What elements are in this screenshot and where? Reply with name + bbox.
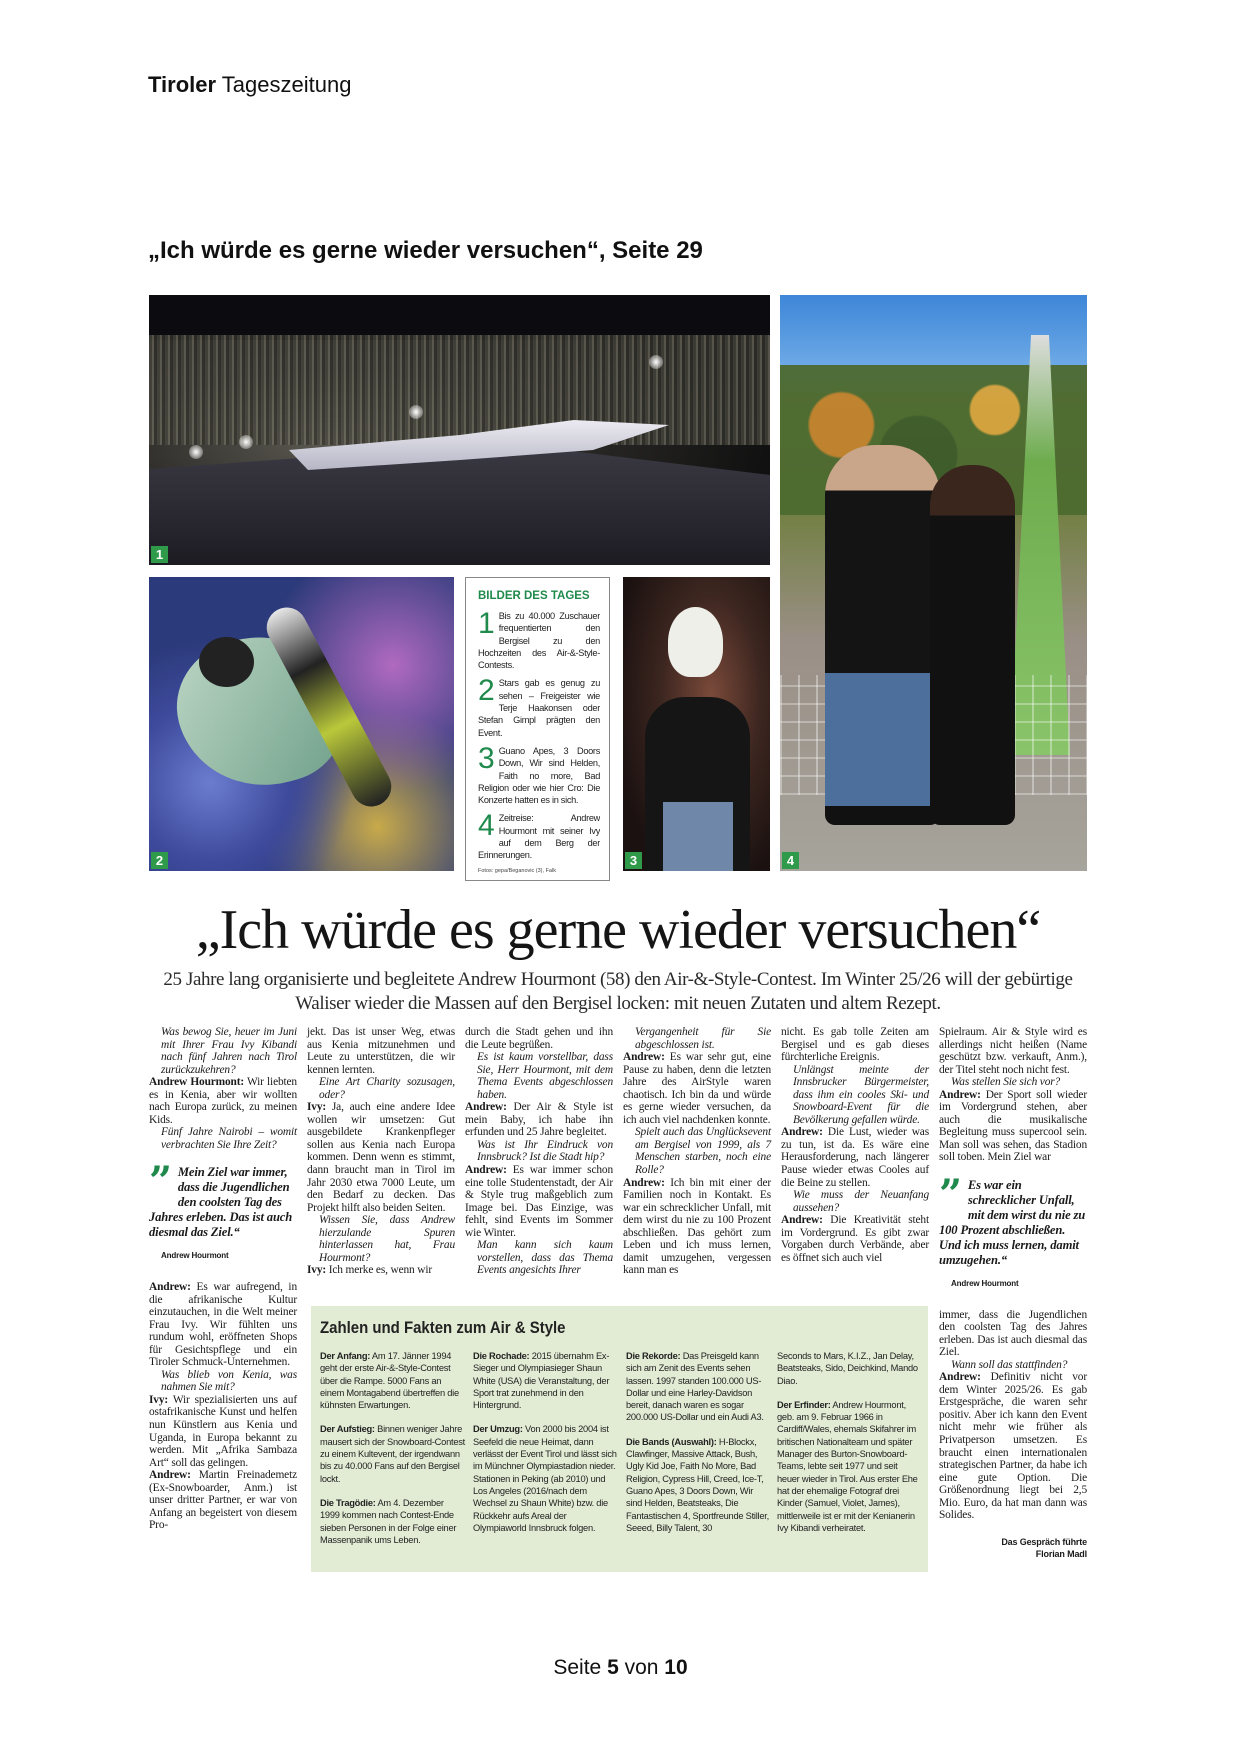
- question: Man kann sich kaum vorstellen, dass das Thema Events angesichts Ihrer: [477, 1239, 613, 1277]
- answer-text: Es war aufregend, in die afrikanische Kultur einzutauchen, in die Welt meiner Frau Ivy. Wir fühlten uns rundum wohl, eröffneten Shops für Gesichtspflege und ein Tiroler Schmuck-Unternehmen.: [149, 1281, 297, 1369]
- fact-label: Die Bands (Auswahl):: [626, 1436, 717, 1447]
- caption-number: 4: [478, 812, 495, 843]
- photo-number-badge: 1: [151, 546, 168, 563]
- question: Es ist kaum vorstellbar, dass Sie, Herr Hourmont, mit dem Thema Events abgeschlossen haben.: [477, 1051, 613, 1101]
- fact-item: [626, 1436, 771, 1534]
- reference-title: „Ich würde es gerne wieder versuchen“, Seite 29: [148, 237, 703, 264]
- quote-mark-icon: [149, 1167, 172, 1197]
- speaker-name: Andrew:: [781, 1214, 823, 1227]
- question: Was ist Ihr Eindruck von Innsbruck? Ist die Stadt hip?: [477, 1138, 613, 1164]
- fact-item: [320, 1350, 465, 1411]
- pull-quote-attribution: Andrew Hourmont: [951, 1279, 1019, 1289]
- bilder-des-tages-box: [465, 577, 610, 881]
- photo-concert-cro: [623, 577, 770, 871]
- fact-text: 2015 übernahm Ex-Sieger und Olympiasieger Shaun White (USA) die Veranstaltung, der Sport trat zunehmend in den Hintergrund.: [473, 1351, 610, 1411]
- facts-column: [777, 1350, 922, 1546]
- fact-label: Der Umzug:: [473, 1424, 523, 1435]
- answer-continued: durch die Stadt gehen und ihn die Leute begrüßen.: [465, 1026, 613, 1051]
- credit-line: Das Gespräch führte: [1001, 1536, 1087, 1547]
- pull-quote: [939, 1178, 1087, 1268]
- brand-rest: Tageszeitung: [221, 72, 352, 97]
- fact-text: Am 4. Dezember 1999 kommen nach Contest-Ende sieben Personen in der Folge einer Massenpanik ums Leben.: [320, 1497, 457, 1545]
- facts-box: [311, 1306, 928, 1572]
- fact-item: [777, 1399, 922, 1534]
- question: Vergangenheit für Sie abgeschlossen ist.: [635, 1026, 771, 1051]
- fact-text: Seconds to Mars, K.I.Z., Jan Delay, Beatsteaks, Sido, Deichkind, Mando Diao.: [777, 1351, 918, 1386]
- fact-label: Die Rekorde:: [626, 1351, 681, 1361]
- caption-text: Stars gab es genug zu sehen – Freigeister wie Terje Haakonsen oder Stefan Gimpl prägten den Event.: [478, 678, 600, 738]
- fact-text: Das Preisgeld kann sich am Zenit des Events sehen lassen. 1997 standen 100.000 US-Dollar und eine Harley-Davidson bereit, danach waren es sogar 200.000 US-Dollar und ein Audi A3.: [626, 1351, 764, 1423]
- article-deck: 25 Jahre lang organisierte und begleitete Andrew Hourmont (58) den Air-&-Style-Contest. Im Winter 25/26 will der gebürtige Waliser wieder die Massen auf den Bergisel locken: mit neuen Zutaten und altem Rezept.: [163, 969, 1073, 1014]
- photo-number-badge: 3: [625, 852, 642, 869]
- caption-item: [478, 677, 600, 738]
- answer-text: Der Air & Style ist mein Baby, ich habe ihn erfunden und 25 Jahre begleitet.: [465, 1101, 613, 1139]
- fact-label: Der Aufstieg:: [320, 1424, 375, 1435]
- answer: [939, 1371, 1087, 1522]
- fact-text: Am 17. Jänner 1994 geht der erste Air-&-Style-Contest über die Rampe. 5000 Fans an einem Montagabend übertreffen die kühnsten Erwartungen.: [320, 1351, 459, 1411]
- total-pages: 10: [664, 1656, 688, 1679]
- facts-column: [626, 1350, 771, 1546]
- question: Fünf Jahre Nairobi – womit verbrachten Sie Ihre Zeit?: [161, 1126, 297, 1151]
- answer: [939, 1089, 1087, 1164]
- answer-text: Wir liebten es in Kenia, aber wir wollten nach Europa zurück, zu meinen Kids.: [149, 1076, 297, 1126]
- answer-text: Ja, auch eine andere Idee wollen wir umsetzen: Gut ausgebildete Krankenpfleger sollen aus Kenia nach Europa kommen. Denn wenn es stimmt, dann braucht man in Tirol im Jahr 2030 etwa 7000 Leute, um den Bedarf zu decken. Das Projekt hilft also beiden Seiten.: [307, 1101, 455, 1214]
- article-column-1: [149, 1026, 297, 1532]
- answer-text: Es war immer schon eine tolle Studentenstadt, der Air & Style trug maßgeblich zum Image bei. Das Einzige, was fehlt, sind Events im Sommer wie Winter.: [465, 1164, 613, 1239]
- answer-continued: immer, dass die Jugendlichen den coolsten Tag des Jahres erleben. Das ist auch diesmal das Ziel.: [939, 1308, 1087, 1359]
- speaker-name: Andrew:: [149, 1281, 191, 1294]
- speaker-name: Andrew:: [623, 1051, 665, 1064]
- pull-quote-attribution: Andrew Hourmont: [161, 1251, 229, 1261]
- question: Wissen Sie, dass Andrew hierzulande Spuren hinterlassen hat, Frau Hourmont?: [319, 1214, 455, 1264]
- article-column-4: [623, 1026, 771, 1277]
- speaker-name: Andrew Hourmont:: [149, 1076, 245, 1089]
- answer: [307, 1101, 455, 1214]
- speaker-name: Andrew:: [465, 1101, 507, 1114]
- fact-item: [473, 1423, 618, 1534]
- fact-item: [320, 1497, 465, 1546]
- question: Eine Art Charity sozusagen, oder?: [319, 1076, 455, 1101]
- answer: [149, 1394, 297, 1469]
- answer-text: Martin Freinademetz (Ex-Snowboarder, Anm.) ist unser dritter Partner, er war von Anfang an begeistert von diesem Pro-: [149, 1469, 297, 1532]
- answer: [623, 1177, 771, 1277]
- speaker-name: Ivy:: [149, 1393, 169, 1406]
- answer: [149, 1469, 297, 1532]
- speaker-name: Andrew:: [149, 1469, 191, 1482]
- answer: [307, 1264, 455, 1277]
- fact-item: [777, 1350, 922, 1387]
- question: Unlängst meinte der Innsbrucker Bürgermeister, dass ihm ein cooles Ski- und Snowboard-Event für die Bevölkerung gefallen würde.: [793, 1063, 929, 1126]
- caption-item: [478, 812, 600, 861]
- caption-item: [478, 610, 600, 671]
- speaker-name: Ivy:: [307, 1264, 327, 1277]
- interview-credit: [939, 1536, 1087, 1560]
- facts-column: [320, 1350, 465, 1558]
- page-middle: von: [618, 1656, 665, 1679]
- publication-header: [148, 72, 351, 98]
- answer-text: Es war sehr gut, eine Pause zu haben, denn die letzten Jahre des AirStyle waren chaotisch. Ich bin da und würde es gerne wieder versuchen, da ich auch viel nachdenken konnte.: [623, 1051, 771, 1126]
- fact-item: [626, 1350, 771, 1424]
- photo-snowboarder: [149, 577, 454, 871]
- box-title: BILDER DES TAGES: [478, 590, 590, 602]
- answer-text: Ich merke es, wenn wir: [326, 1264, 433, 1277]
- answer: [149, 1281, 297, 1369]
- caption-text: Guano Apes, 3 Doors Down, Wir sind Helden, Faith no more, Bad Religion oder wie hier Cro: Die Konzerte hatten es in sich.: [478, 745, 600, 806]
- fact-label: Die Tragödie:: [320, 1497, 376, 1508]
- caption-text: Zeitreise: Andrew Hourmont mit seiner Ivy auf dem Berg der Erinnerungen.: [478, 813, 600, 861]
- pull-quote-text: Mein Ziel war immer, dass die Jugendlichen den coolsten Tag des Jahres erleben. Das ist auch diesmal das Ziel.“: [149, 1165, 293, 1240]
- answer-text: Der Sport soll wieder im Vordergrund stehen, aber auch die musikalische Begleitung muss supercool sein. Man soll was sehen, das Stadion soll toben. Mein Ziel war: [939, 1088, 1087, 1164]
- article-column-5: [781, 1026, 929, 1264]
- answer: [781, 1214, 929, 1264]
- speaker-name: Ivy:: [307, 1101, 327, 1114]
- answer-text: Wir spezialisierten uns auf ostafrikanische Kunst und helfen nun Künstlern aus Kenia und Uganda, in Europa bekannt zu werden. Mit „Afrika Sambaza Art“ soll das gelingen.: [149, 1393, 297, 1469]
- article-column-3: [465, 1026, 613, 1277]
- caption-text: Bis zu 40.000 Zuschauer frequentierten den Bergisel zu den Hochzeiten des Air-&-Style-Contests.: [478, 611, 600, 671]
- speaker-name: Andrew:: [939, 1088, 981, 1101]
- photo-number-badge: 2: [151, 852, 168, 869]
- question: Was stellen Sie sich vor?: [951, 1076, 1061, 1089]
- answer-text: Die Lust, wieder was zu tun, ist da. Es wäre eine Herausforderung, nach längerer Pause wieder etwas Cooles auf die Beine zu stellen.: [781, 1126, 929, 1189]
- article-headline: „Ich würde es gerne wieder versuchen“: [195, 899, 1041, 961]
- article-column-6: [939, 1026, 1087, 1560]
- question: Spielt auch das Unglücksevent am Bergisel von 1999, als 7 Menschen starben, noch eine Rolle?: [635, 1126, 771, 1177]
- facts-title: Zahlen und Fakten zum Air & Style: [320, 1318, 566, 1337]
- answer-continued: nicht. Es gab tolle Zeiten am Bergisel und es gab dieses fürchterliche Ereignis.: [781, 1026, 929, 1064]
- speaker-name: Andrew:: [465, 1164, 507, 1177]
- answer-text: Die Kreativität steht im Vordergrund. Es gibt zwar Vorgaben durch Verbände, aber es öffnet sich auch viel: [781, 1214, 929, 1264]
- page-prefix: Seite: [553, 1656, 608, 1679]
- answer: [781, 1126, 929, 1189]
- article-column-2: [307, 1026, 455, 1277]
- fact-label: Der Anfang:: [320, 1351, 371, 1361]
- photo-number-badge: 4: [782, 852, 799, 869]
- photo-credit: Fotos: gepa/Beganovic (3), Falk: [478, 867, 556, 874]
- credit-author: Florian Madl: [1035, 1548, 1087, 1559]
- caption-item: [478, 745, 600, 806]
- question: Wie muss der Neuanfang aussehen?: [793, 1189, 929, 1214]
- photo-couple-bergisel: [780, 295, 1087, 871]
- fact-item: [473, 1350, 618, 1411]
- answer: [623, 1051, 771, 1126]
- answer-continued: Spielraum. Air & Style wird es allerdings nicht heißen (Name geschützt bzw. verkauft, Anm.), der Titel steht noch nicht fest.: [939, 1026, 1087, 1076]
- answer-text: Ich bin mit einer der Familien noch in Kontakt. Es war ein schrecklicher Unfall, mit dem wirst du nie zu 100 Prozent abschließen. Das gehört zum Leben und ich muss lernen, damit umzugehen, vergessen kann man es: [623, 1176, 771, 1277]
- pull-quote: [149, 1165, 297, 1240]
- answer: [465, 1164, 613, 1239]
- quote-mark-icon: [939, 1180, 962, 1210]
- fact-text: Von 2000 bis 2004 ist Seefeld die neue Heimat, dann verlässt der Event Tirol und lässt sich im Münchner Olympiastadion nieder. Stationen in Peking (ab 2010) und Los Angeles (2016/nach dem Wechsel zu Shaun White) bzw. die Rückkehr aufs Areal der Olympiaworld Innsbruck folgen.: [473, 1424, 617, 1533]
- speaker-name: Andrew:: [623, 1176, 665, 1189]
- question: Was blieb von Kenia, was nahmen Sie mit?: [161, 1368, 297, 1394]
- fact-label: Die Rochade:: [473, 1351, 530, 1361]
- answer: [149, 1076, 297, 1126]
- speaker-name: Andrew:: [781, 1126, 823, 1139]
- caption-number: 3: [478, 744, 495, 775]
- current-page: 5: [607, 1656, 619, 1679]
- answer-continued: jekt. Das ist unser Weg, etwas aus Kenia mitzunehmen und Leute zu unterstützen, die wir kennen lernten.: [307, 1026, 455, 1076]
- fact-text: Andrew Hourmont, geb. am 9. Februar 1966 in Cardiff/Wales, ehemals Skifahrer im britischen Nationalteam und später Manager des Burton-Snowboard-Teams, lebte seit 1977 und seit heuer wieder in Tirol. Aus erster Ehe hat der ehemalige Fotograf drei Kinder (Samuel, Violet, James), mittlerweile ist er mit der Kenianerin Ivy Kibandi verheiratet.: [777, 1399, 918, 1533]
- fact-label: Der Erfinder:: [777, 1399, 831, 1410]
- caption-number: 1: [478, 610, 495, 640]
- pull-quote-text: Es war ein schrecklicher Unfall, mit dem wirst du nie zu 100 Prozent abschließen. Und ich muss lernen, damit umzugehen.“: [939, 1178, 1086, 1268]
- fact-text: Binnen weniger Jahre mausert sich der Snowboard-Contest zu einem Kultevent, der irgendwann bis zu 40.000 Fans auf den Bergisel lockt.: [320, 1424, 465, 1484]
- question: Was bewog Sie, heuer im Juni mit Ihrer Frau Ivy Kibandi nach fünf Jahren nach Tirol zurückzukehren?: [161, 1026, 297, 1076]
- speaker-name: Andrew:: [939, 1371, 981, 1384]
- brand-bold: Tiroler: [148, 72, 217, 97]
- answer-text: Definitiv nicht vor dem Winter 2025/26. Es gab Erstgespräche, die waren sehr positiv. Aber ich kann den Event nicht mehr wie früher als Privatperson umsetzen. Es braucht einen internationalen strategischen Partner, da habe ich eine gute Option. Die Größenordnung liegt bei 2,5 Mio. Euro, da hat man dann was Solides.: [939, 1371, 1087, 1522]
- caption-number: 2: [478, 677, 495, 708]
- photo-stadium-night: [149, 295, 770, 565]
- facts-column: [473, 1350, 618, 1546]
- page-indicator: [0, 1656, 1241, 1680]
- question: Wann soll das stattfinden?: [951, 1358, 1068, 1371]
- fact-text: H-Blockx, Clawfinger, Massive Attack, Bush, Ugly Kid Joe, Faith No More, Bad Religion, Cypress Hill, Creed, Ice-T, Guano Apes, 3 Doors Down, Wir sind Helden, Beatsteaks, Die Fantastischen 4, Sportfreunde Stiller, Seeed, Billy Talent, 30: [626, 1436, 769, 1533]
- fact-item: [320, 1423, 465, 1484]
- answer: [465, 1101, 613, 1139]
